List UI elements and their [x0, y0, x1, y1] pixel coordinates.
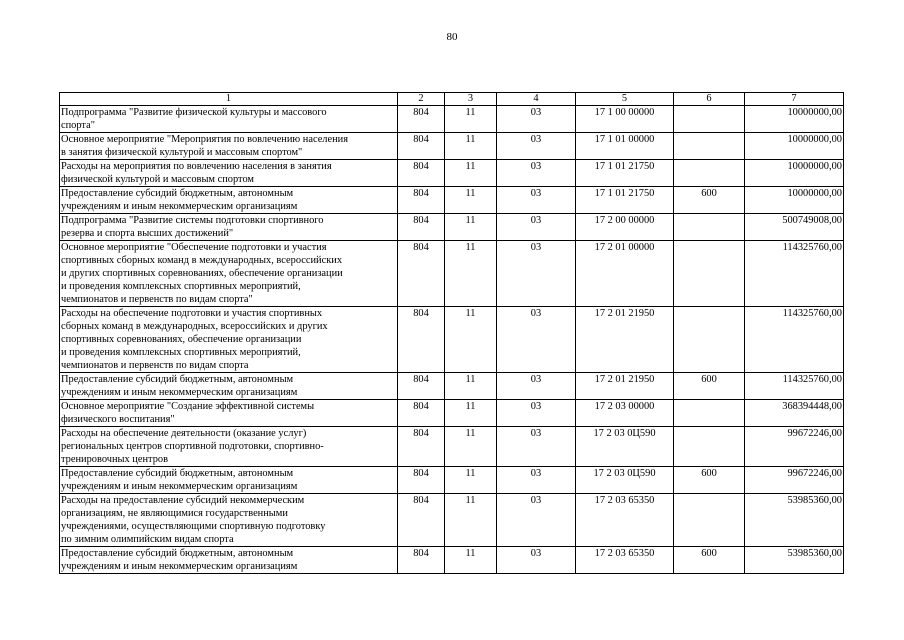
admin-code: 804 — [398, 547, 445, 574]
subsection-code: 03 — [497, 373, 576, 400]
section-code: 11 — [445, 547, 497, 574]
subsection-code: 03 — [497, 241, 576, 307]
table-row — [60, 241, 844, 307]
target-article-code: 17 2 01 21950 — [576, 307, 674, 373]
row-name — [60, 214, 398, 241]
row-name-line: Подпрограмма "Развитие физической культуры и массового — [61, 107, 327, 118]
row-name — [60, 133, 398, 160]
expense-type-code — [674, 241, 745, 307]
row-name-line: спорта" — [61, 120, 95, 131]
admin-code: 804 — [398, 133, 445, 160]
admin-code: 804 — [398, 467, 445, 494]
subsection-code: 03 — [497, 133, 576, 160]
row-name-line: Предоставление субсидий бюджетным, автономным — [61, 548, 294, 559]
column-header: 6 — [674, 93, 745, 106]
expense-type-code — [674, 494, 745, 547]
target-article-code: 17 2 01 00000 — [576, 241, 674, 307]
section-code: 11 — [445, 133, 497, 160]
target-article-code: 17 1 01 00000 — [576, 133, 674, 160]
amount: 114325760,00 — [745, 307, 844, 373]
expense-type-code — [674, 400, 745, 427]
table-row — [60, 214, 844, 241]
amount: 10000000,00 — [745, 160, 844, 187]
subsection-code: 03 — [497, 106, 576, 133]
table-row — [60, 427, 844, 467]
admin-code: 804 — [398, 373, 445, 400]
row-name-line: тренировочных центров — [61, 454, 169, 465]
column-header: 3 — [445, 93, 497, 106]
row-name-line: резерва и спорта высших достижений" — [61, 228, 234, 239]
row-name-line: Расходы на обеспечение подготовки и участия спортивных — [61, 308, 323, 319]
row-name — [60, 106, 398, 133]
amount: 10000000,00 — [745, 187, 844, 214]
section-code: 11 — [445, 427, 497, 467]
admin-code: 804 — [398, 494, 445, 547]
expense-type-code: 600 — [674, 547, 745, 574]
row-name-line: Расходы на предоставление субсидий некоммерческим — [61, 495, 305, 506]
row-name-line: Основное мероприятие "Создание эффективной системы — [61, 401, 315, 412]
table-row — [60, 547, 844, 574]
table-row — [60, 187, 844, 214]
row-name — [60, 547, 398, 574]
expense-type-code — [674, 160, 745, 187]
admin-code: 804 — [398, 427, 445, 467]
column-header: 4 — [497, 93, 576, 106]
row-name-line: Подпрограмма "Развитие системы подготовки спортивного — [61, 215, 324, 226]
target-article-code: 17 2 03 0Ц590 — [576, 467, 674, 494]
row-name-line: организациям, не являющимися государственными — [61, 508, 288, 519]
row-name-line: учреждениям и иным некоммерческим организациям — [61, 561, 298, 572]
subsection-code: 03 — [497, 467, 576, 494]
target-article-code: 17 2 03 65350 — [576, 547, 674, 574]
row-name-line: Расходы на обеспечение деятельности (оказание услуг) — [61, 428, 307, 439]
row-name-line: чемпионатов и первенств по видам спорта — [61, 360, 249, 371]
amount: 53985360,00 — [745, 547, 844, 574]
expense-type-code — [674, 307, 745, 373]
row-name-line: в занятия физической культурой и массовым спортом" — [61, 147, 303, 158]
amount: 10000000,00 — [745, 133, 844, 160]
section-code: 11 — [445, 400, 497, 427]
header-row — [60, 93, 844, 106]
target-article-code: 17 2 00 00000 — [576, 214, 674, 241]
row-name — [60, 467, 398, 494]
section-code: 11 — [445, 467, 497, 494]
expense-type-code: 600 — [674, 467, 745, 494]
amount: 368394448,00 — [745, 400, 844, 427]
row-name-line: Предоставление субсидий бюджетным, автономным — [61, 374, 294, 385]
row-name — [60, 427, 398, 467]
admin-code: 804 — [398, 160, 445, 187]
row-name-line: спортивных сборных команд в международных, всероссийских — [61, 255, 343, 266]
subsection-code: 03 — [497, 427, 576, 467]
row-name-line: учреждениям и иным некоммерческим организациям — [61, 387, 298, 398]
table-row — [60, 400, 844, 427]
amount: 114325760,00 — [745, 373, 844, 400]
section-code: 11 — [445, 106, 497, 133]
row-name-line: Основное мероприятие "Мероприятия по вовлечению населения — [61, 134, 349, 145]
table-row — [60, 307, 844, 373]
expense-type-code — [674, 214, 745, 241]
expense-type-code: 600 — [674, 373, 745, 400]
page-number: 80 — [446, 31, 458, 43]
section-code: 11 — [445, 214, 497, 241]
target-article-code: 17 1 00 00000 — [576, 106, 674, 133]
target-article-code: 17 1 01 21750 — [576, 187, 674, 214]
table-row — [60, 494, 844, 547]
expense-type-code — [674, 106, 745, 133]
row-name-line: спортивных соревнованиях, обеспечение организации — [61, 334, 302, 345]
section-code: 11 — [445, 187, 497, 214]
admin-code: 804 — [398, 187, 445, 214]
row-name-line: учреждениям и иным некоммерческим организациям — [61, 481, 298, 492]
row-name-line: Расходы на мероприятия по вовлечению населения в занятия — [61, 161, 332, 172]
amount: 99672246,00 — [745, 467, 844, 494]
column-header: 1 — [60, 93, 398, 106]
table-row — [60, 467, 844, 494]
target-article-code: 17 2 01 21950 — [576, 373, 674, 400]
column-header: 5 — [576, 93, 674, 106]
row-name-line: Предоставление субсидий бюджетным, автономным — [61, 188, 294, 199]
expense-type-code — [674, 427, 745, 467]
admin-code: 804 — [398, 106, 445, 133]
admin-code: 804 — [398, 241, 445, 307]
subsection-code: 03 — [497, 494, 576, 547]
expense-type-code — [674, 133, 745, 160]
row-name-line: учреждениями, осуществляющими спортивную подготовку — [61, 521, 326, 532]
subsection-code: 03 — [497, 547, 576, 574]
section-code: 11 — [445, 307, 497, 373]
row-name — [60, 400, 398, 427]
table-row — [60, 160, 844, 187]
row-name-line: и проведения комплексных спортивных мероприятий, — [61, 281, 301, 292]
budget-table — [59, 92, 844, 574]
table-body — [60, 106, 844, 574]
section-code: 11 — [445, 160, 497, 187]
table-row — [60, 373, 844, 400]
target-article-code: 17 2 03 0Ц590 — [576, 427, 674, 467]
row-name — [60, 373, 398, 400]
section-code: 11 — [445, 373, 497, 400]
expense-type-code: 600 — [674, 187, 745, 214]
row-name-line: учреждениям и иным некоммерческим организациям — [61, 201, 298, 212]
subsection-code: 03 — [497, 160, 576, 187]
row-name-line: Основное мероприятие "Обеспечение подготовки и участия — [61, 242, 327, 253]
subsection-code: 03 — [497, 400, 576, 427]
row-name — [60, 187, 398, 214]
row-name-line: чемпионатов и первенств по видам спорта" — [61, 294, 253, 305]
row-name-line: сборных команд в международных, всероссийских и других — [61, 321, 328, 332]
subsection-code: 03 — [497, 187, 576, 214]
row-name-line: физического воспитания" — [61, 414, 175, 425]
amount: 500749008,00 — [745, 214, 844, 241]
row-name-line: Предоставление субсидий бюджетным, автономным — [61, 468, 294, 479]
table-row — [60, 106, 844, 133]
row-name-line: и проведения комплексных спортивных мероприятий, — [61, 347, 301, 358]
target-article-code: 17 2 03 00000 — [576, 400, 674, 427]
admin-code: 804 — [398, 307, 445, 373]
row-name — [60, 160, 398, 187]
row-name — [60, 241, 398, 307]
amount: 99672246,00 — [745, 427, 844, 467]
amount: 10000000,00 — [745, 106, 844, 133]
row-name-line: физической культурой и массовым спортом — [61, 174, 255, 185]
row-name-line: по зимним олимпийским видам спорта — [61, 534, 234, 545]
amount: 53985360,00 — [745, 494, 844, 547]
subsection-code: 03 — [497, 214, 576, 241]
target-article-code: 17 1 01 21750 — [576, 160, 674, 187]
target-article-code: 17 2 03 65350 — [576, 494, 674, 547]
amount: 114325760,00 — [745, 241, 844, 307]
table-row — [60, 133, 844, 160]
column-header: 2 — [398, 93, 445, 106]
admin-code: 804 — [398, 214, 445, 241]
section-code: 11 — [445, 241, 497, 307]
subsection-code: 03 — [497, 307, 576, 373]
section-code: 11 — [445, 494, 497, 547]
column-header: 7 — [745, 93, 844, 106]
row-name — [60, 494, 398, 547]
row-name-line: региональных центров спортивной подготовки, спортивно- — [61, 441, 324, 452]
row-name — [60, 307, 398, 373]
row-name-line: и других спортивных соревнованиях, обеспечение организации — [61, 268, 343, 279]
admin-code: 804 — [398, 400, 445, 427]
